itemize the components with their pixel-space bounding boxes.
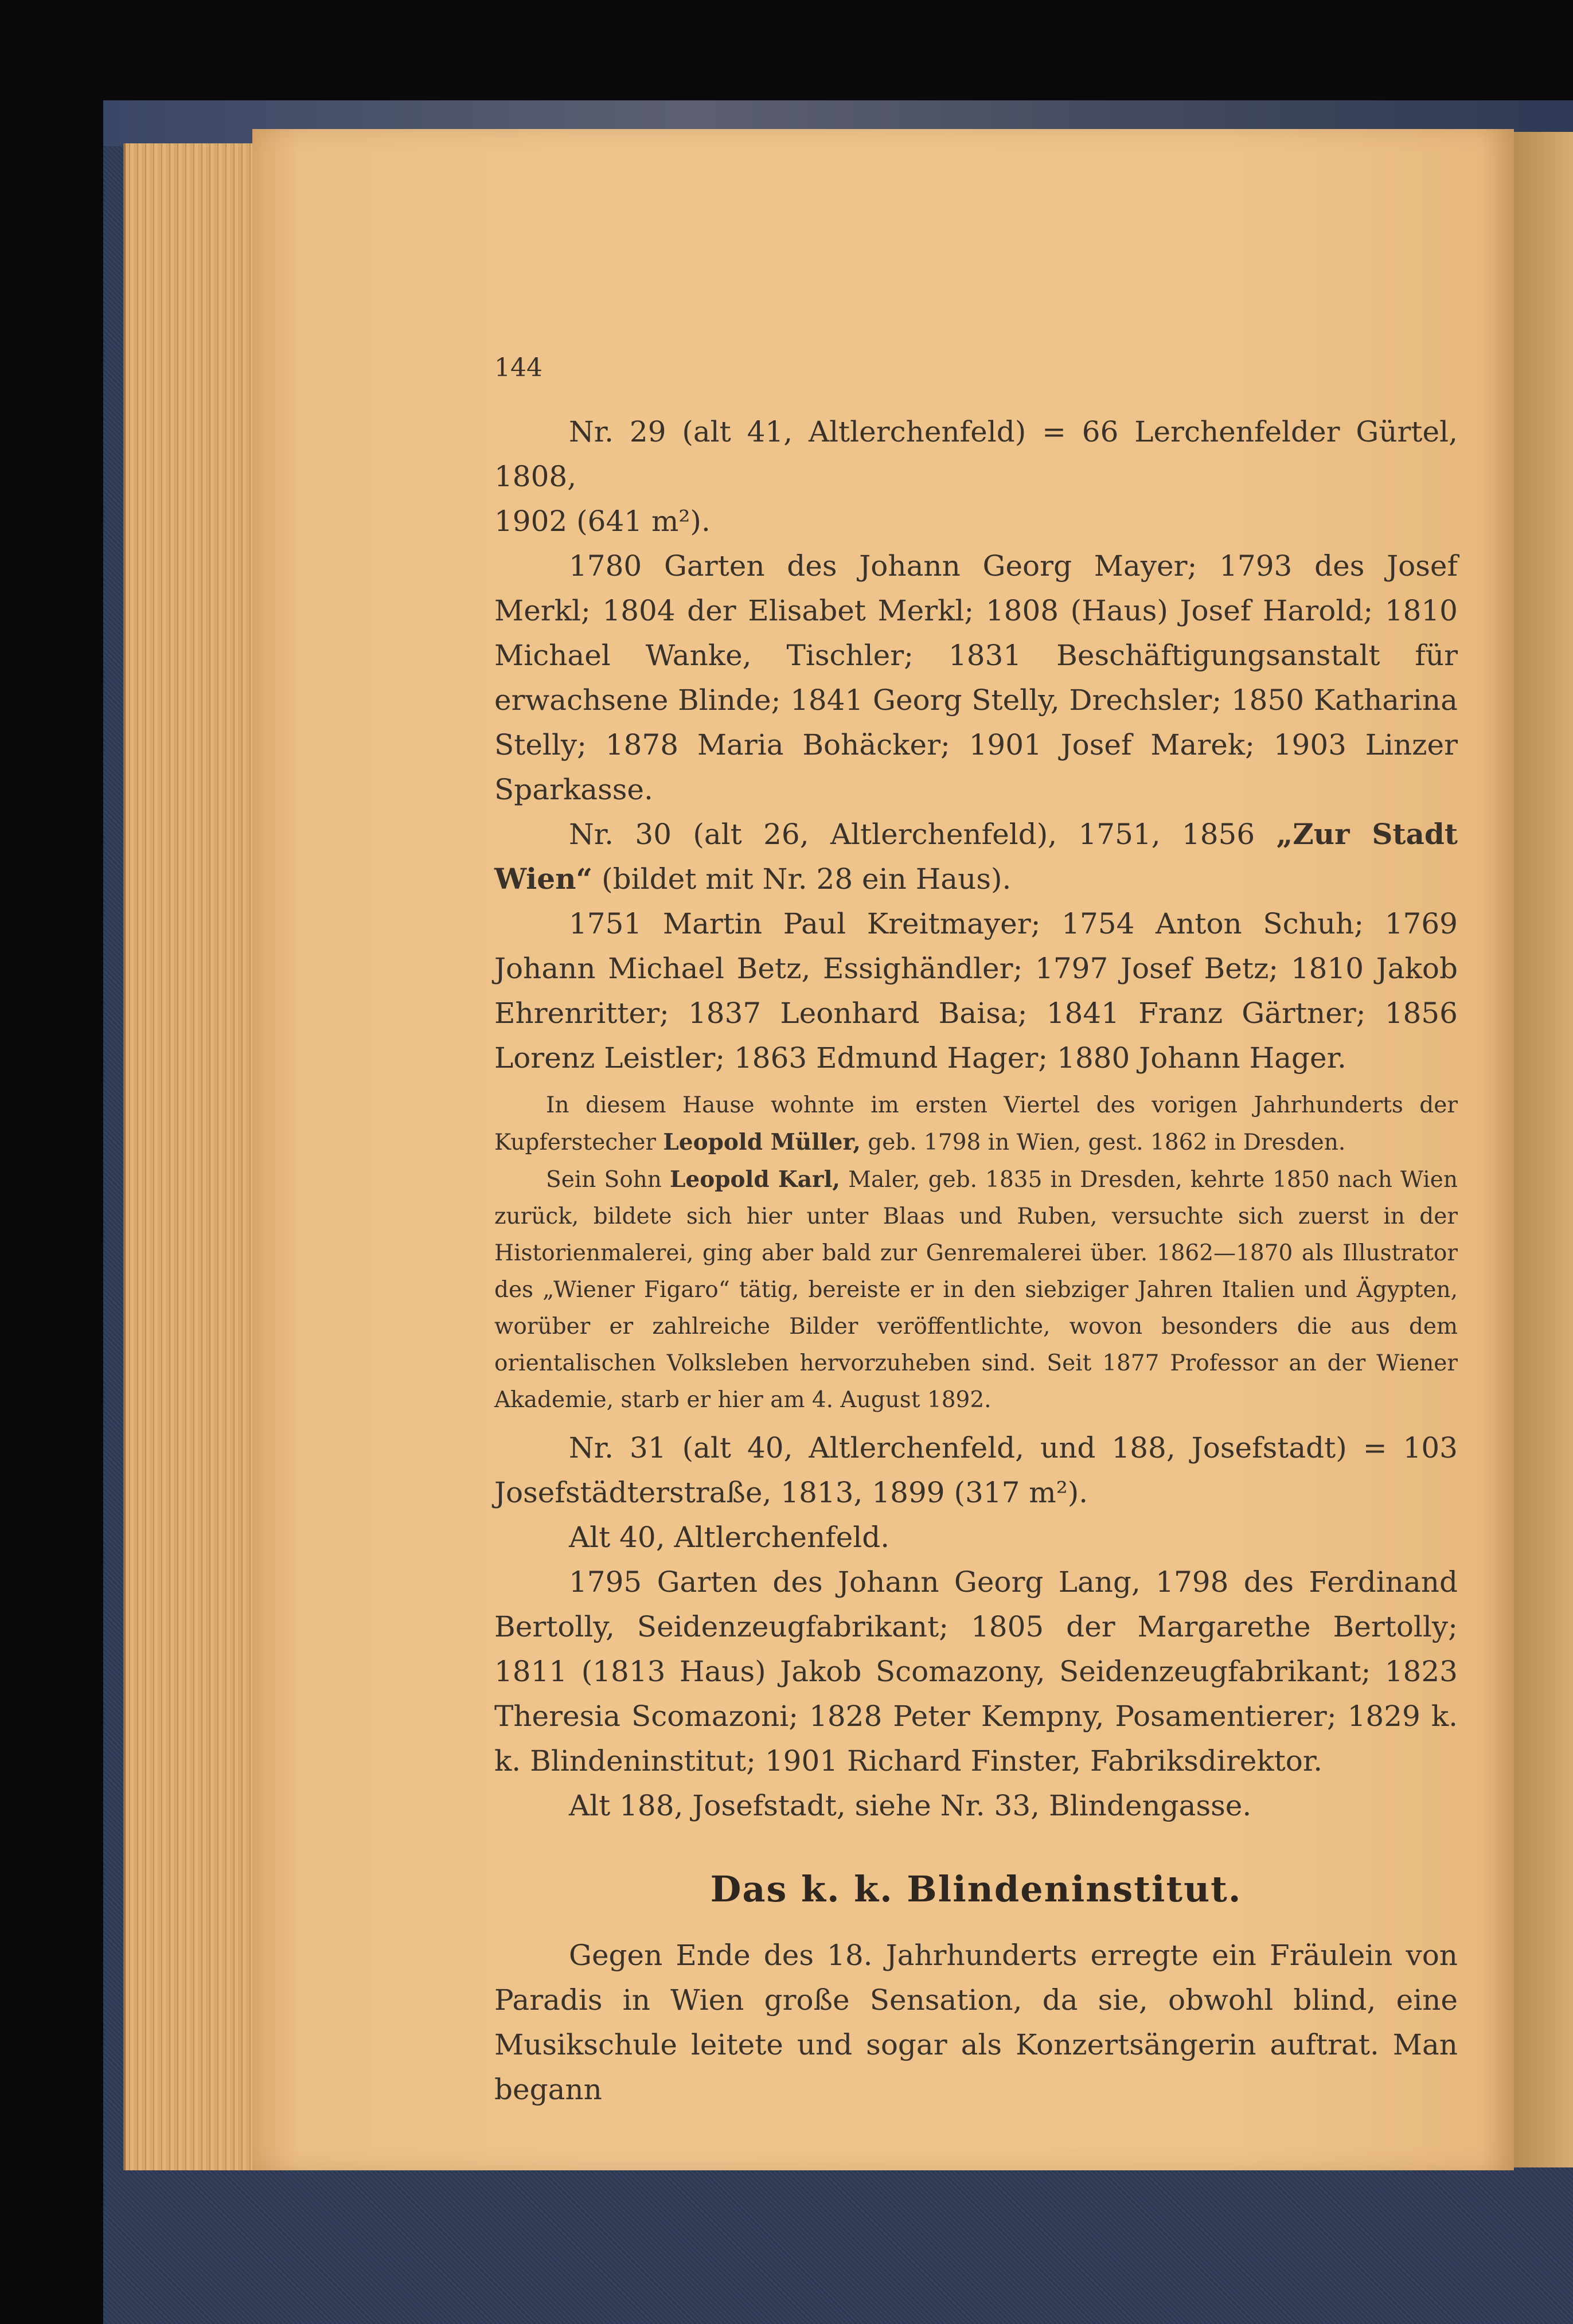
alt40-heading: Alt 40, Altlerchenfeld. <box>569 1521 890 1554</box>
page-edges <box>123 143 269 2170</box>
note-leopold-karl: Sein Sohn Leopold Karl, Maler, geb. 1835 in Dresden, kehrte 1850 nach Wien zurück, bildete sich hier unter Blaas und Ruben, versuchte sich zuerst in der Historienmalerei, ging aber bald zur Genremalerei über. 1862—1870 als Illustrator des „Wiener Figaro“ tätig, bereiste er in den siebziger Jahren Italien und Ägypten, worüber er zahlreiche Bilder veröffentlichte, wovon besonders die aus dem orientalischen Volksleben hervorzuheben sind. Seit 1877 Professor an der Wiener Akademie, starb er hier am 4. August 1892. <box>494 1166 1458 1413</box>
nr30-text: 1751 Martin Paul Kreitmayer; 1754 Anton Schuh; 1769 Johann Michael Betz, Essighändler; 1797 Josef Betz; 1810 Jakob Ehrenritter; 1837 Leonhard Baisa; 1841 Franz Gärtner; 1856 Lorenz Leistler; 1863 Edmund Hager; 1880 Johann Hager. <box>494 907 1458 1075</box>
house-name: „Zur Stadt Wien“ <box>494 817 1458 896</box>
nr29-text: 1780 Garten des Johann Georg Mayer; 1793 des Josef Merkl; 1804 der Elisabet Merkl; 1808 (Haus) Josef Harold; 1810 Michael Wanke, Tischler; 1831 Beschäftigungsanstalt für erwachsene Blinde; 1841 Georg Stelly, Drechsler; 1850 Katharina Stelly; 1878 Maria Bohäcker; 1901 Josef Marek; 1903 Linzer Sparkasse. <box>494 549 1458 806</box>
entries-block-2 <box>494 1425 1458 1828</box>
entries-block <box>494 409 1458 1080</box>
nr31-heading: Nr. 31 (alt 40, Altlerchenfeld, und 188, Josefstadt) = 103 Josefstädterstraße, 1813, 1899 (317 m²). <box>494 1431 1458 1509</box>
page-number: 144 <box>494 353 542 382</box>
alt188-text: Alt 188, Josefstadt, siehe Nr. 33, Blindengasse. <box>569 1789 1252 1822</box>
section-text: Gegen Ende des 18. Jahrhunderts erregte ein Fräulein von Paradis in Wien große Sensation, da sie, obwohl blind, eine Musikschule leitete und sogar als Konzertsängerin auftrat. Man begann <box>494 1939 1458 2106</box>
facing-page-edge <box>1514 132 1573 2167</box>
section-heading: Das k. k. Blindeninstitut. <box>710 1868 1242 1910</box>
alt40-text: 1795 Garten des Johann Georg Lang, 1798 des Ferdinand Bertolly, Seidenzeugfabrikant; 1805 der Margarethe Bertolly; 1811 (1813 Haus) Jakob Scomazony, Seidenzeugfabrikant; 1823 Theresia Scomazoni; 1828 Peter Kempny, Posamentierer; 1829 k. k. Blindeninstitut; 1901 Richard Finster, Fabriksdirektor. <box>494 1565 1458 1778</box>
note-leopold-mueller: In diesem Hause wohnte im ersten Viertel des vorigen Jahrhunderts der Kupferstecher Leopold Müller, geb. 1798 in Wien, gest. 1862 in Dresden. <box>494 1092 1458 1155</box>
nr30-heading: Nr. 30 (alt 26, Altlerchenfeld), 1751, 1856 „Zur Stadt Wien“ (bildet mit Nr. 28 ein Haus). <box>494 817 1458 896</box>
section-block <box>494 1933 1458 2112</box>
nr29-heading-cont: 1902 (641 m²). <box>494 505 711 538</box>
page-text <box>494 353 1458 2112</box>
nr29-heading: Nr. 29 (alt 41, Altlerchenfeld) = 66 Lerchenfelder Gürtel, 1808, <box>494 415 1458 493</box>
notes-block <box>494 1087 1458 1419</box>
